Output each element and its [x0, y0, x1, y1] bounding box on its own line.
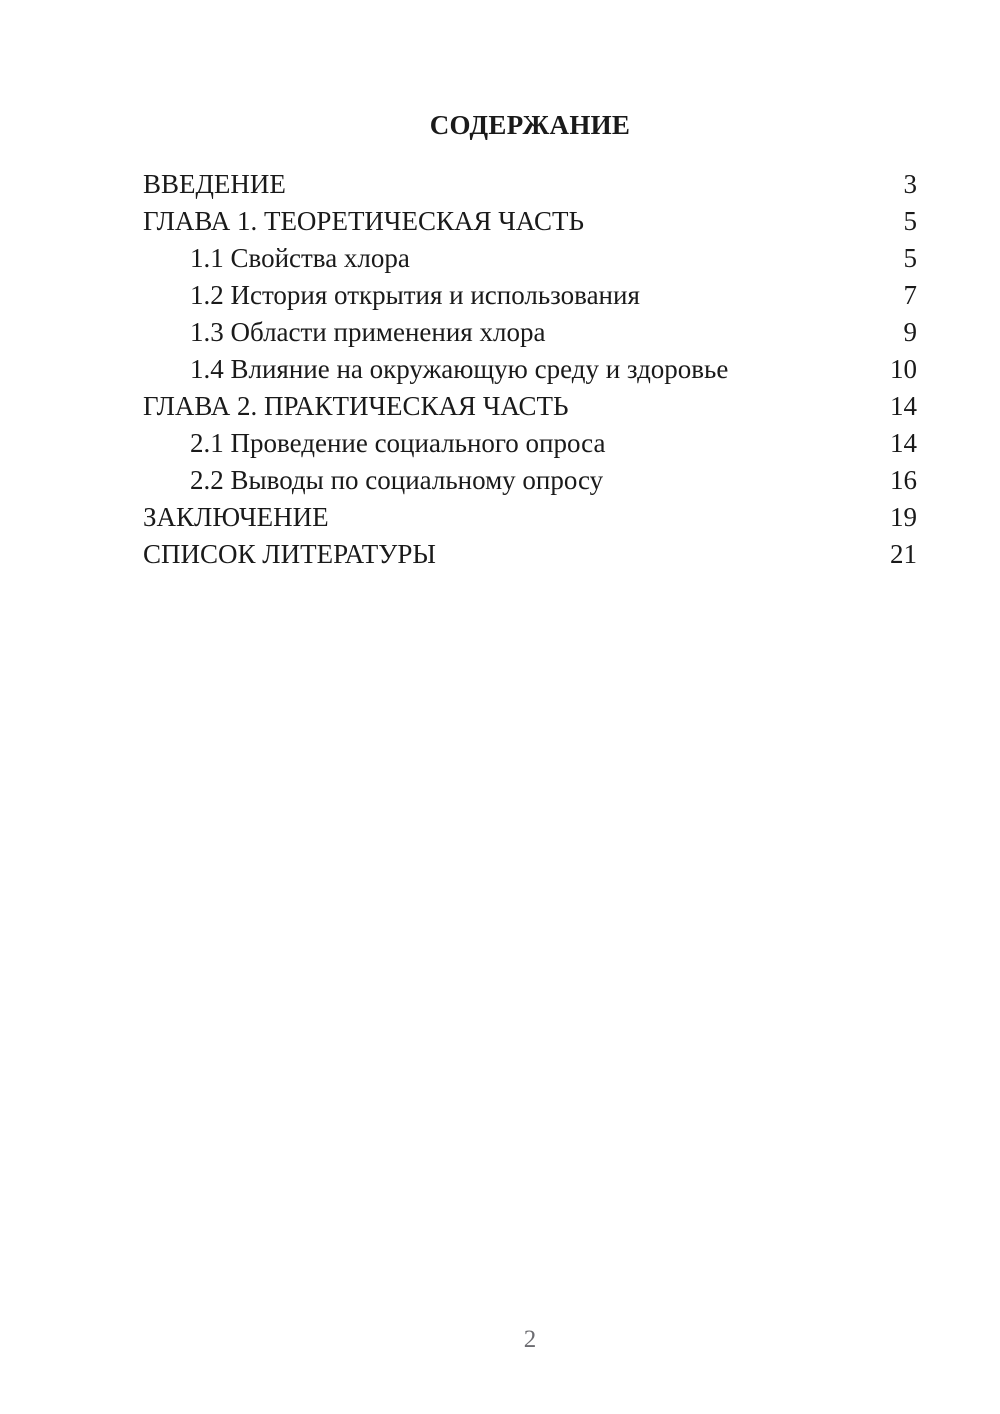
toc-entry — [143, 388, 917, 425]
toc-entry-label: СПИСОК ЛИТЕРАТУРЫ — [143, 539, 436, 569]
page-title: СОДЕРЖАНИЕ — [429, 110, 631, 141]
toc-entry — [143, 240, 917, 277]
toc-entry-label: 1.4 Влияние на окружающую среду и здоровье — [190, 354, 729, 384]
toc-entry — [143, 499, 917, 536]
toc-list — [143, 166, 917, 573]
toc-entry-label: ЗАКЛЮЧЕНИЕ — [143, 502, 329, 532]
toc-entry-page-number: 14 — [890, 428, 917, 458]
toc-entry-label: ГЛАВА 2. ПРАКТИЧЕСКАЯ ЧАСТЬ — [143, 391, 569, 421]
toc-entry — [143, 536, 917, 573]
toc-entry-page-number: 5 — [903, 206, 917, 236]
toc-entry — [143, 314, 917, 351]
toc-entry-page-number: 21 — [890, 539, 917, 569]
toc-entry-page-number: 7 — [903, 280, 917, 310]
toc-entry — [143, 277, 917, 314]
toc-entry — [143, 425, 917, 462]
toc-entry-label: 2.1 Проведение социального опроса — [190, 428, 606, 458]
toc-entry-label: 1.3 Области применения хлора — [190, 317, 546, 347]
toc-entry-label: 1.2 История открытия и использования — [190, 280, 640, 310]
toc-entry-page-number: 16 — [890, 465, 917, 495]
toc-entry — [143, 203, 917, 240]
toc-entry-label: ГЛАВА 1. ТЕОРЕТИЧЕСКАЯ ЧАСТЬ — [143, 206, 584, 236]
toc-entry — [143, 462, 917, 499]
footer-page-number: 2 — [523, 1326, 537, 1353]
toc-entry — [143, 166, 917, 203]
toc-entry-page-number: 3 — [903, 169, 917, 199]
toc-entry — [143, 351, 917, 388]
toc-entry-label: 1.1 Свойства хлора — [190, 243, 410, 273]
toc-entry-page-number: 5 — [903, 243, 917, 273]
toc-entry-label: 2.2 Выводы по социальному опросу — [190, 465, 604, 495]
toc-entry-page-number: 10 — [890, 354, 917, 384]
toc-entry-page-number: 9 — [903, 317, 917, 347]
toc-entry-page-number: 14 — [890, 391, 917, 421]
toc-entry-label: ВВЕДЕНИЕ — [143, 169, 286, 199]
toc-entry-page-number: 19 — [890, 502, 917, 532]
